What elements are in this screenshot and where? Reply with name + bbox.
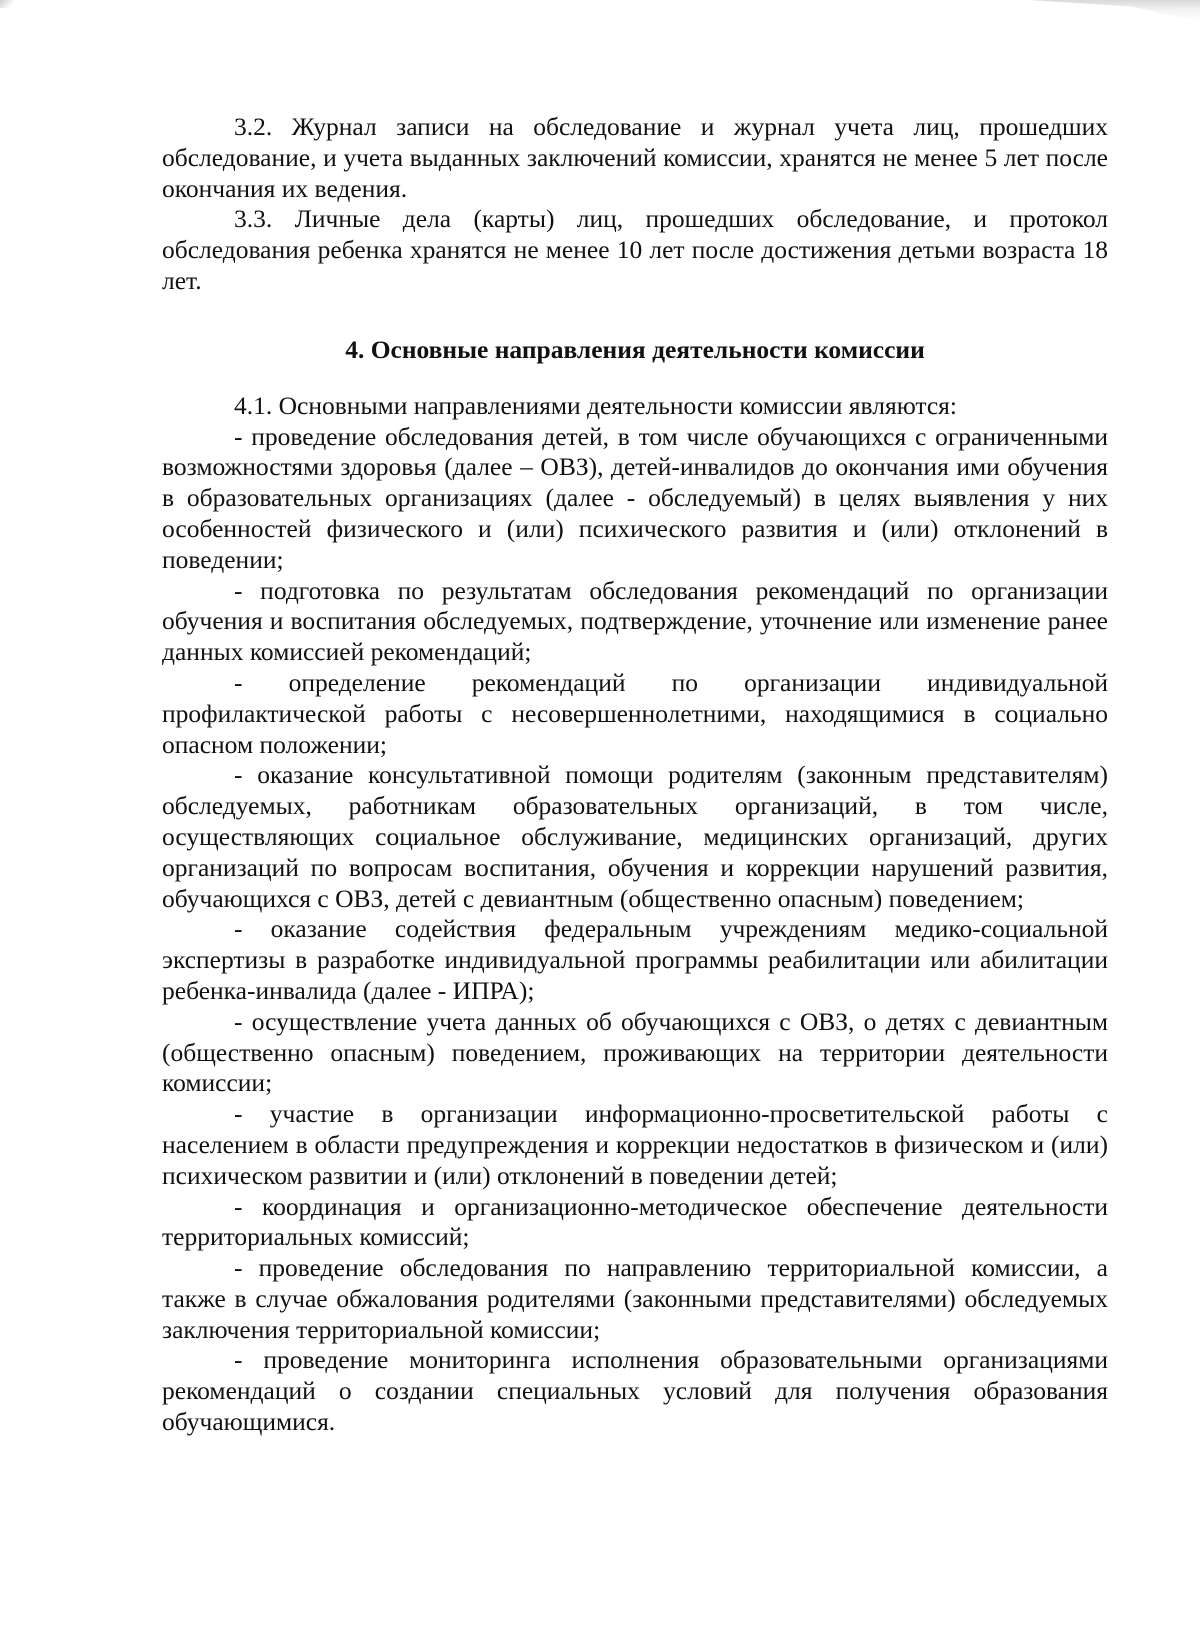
scan-edge-mark bbox=[1030, 0, 1200, 22]
document-page bbox=[162, 112, 1108, 1438]
list-item: - оказание консультативной помощи родителям (законным представителям) обследуемых, работникам образовательных организаций, в том числе, осуществляющих социальное обслуживание, медицинских организаций, других организаций по вопросам воспитания, обучения и коррекции нарушений развития, обучающихся с ОВЗ, детей с девиантным (общественно опасным) поведением; bbox=[162, 760, 1108, 913]
directions-list bbox=[162, 422, 1108, 1438]
list-item: - участие в организации информационно-просветительской работы с населением в области предупреждения и коррекции недостатков в физическом и (или) психическом развитии и (или) отклонений в поведении детей; bbox=[162, 1099, 1108, 1190]
list-item: - координация и организационно-методическое обеспечение деятельности территориальных комиссий; bbox=[162, 1191, 1108, 1252]
section-heading: 4. Основные направления деятельности комиссии bbox=[345, 334, 925, 364]
scan-edge-mark bbox=[0, 0, 14, 8]
paragraph-3-2: 3.2. Журнал записи на обследование и журнал учета лиц, прошедших обследование, и учета выданных заключений комиссии, хранятся не менее 5 лет после окончания их ведения. bbox=[162, 112, 1108, 203]
list-item: - определение рекомендаций по организации индивидуальной профилактической работы с несовершеннолетними, находящимися в социально опасном положении; bbox=[162, 667, 1108, 759]
list-item: - подготовка по результатам обследования рекомендаций по организации обучения и воспитания обследуемых, подтверждение, уточнение или изменение ранее данных комиссией рекомендаций; bbox=[162, 575, 1108, 667]
list-item: - проведение мониторинга исполнения образовательными организациями рекомендаций о создании специальных условий для получения образования обучающимися. bbox=[162, 1345, 1108, 1437]
paragraph-3-3: 3.3. Личные дела (карты) лиц, прошедших обследование, и протокол обследования ребенка хранятся не менее 10 лет после достижения детьми возраста 18 лет. bbox=[162, 204, 1108, 295]
list-item: - проведение обследования детей, в том числе обучающихся с ограниченными возможностями здоровья (далее – ОВЗ), детей-инвалидов до окончания ими обучения в образовательных организациях (далее - обследуемый) в целях выявления у них особенностей физического и (или) психического развития и (или) отклонений в поведении; bbox=[162, 421, 1108, 574]
list-item: - оказание содействия федеральным учреждениям медико-социальной экспертизы в разработке индивидуальной программы реабилитации или абилитации ребенка-инвалида (далее - ИПРА); bbox=[162, 914, 1108, 1005]
list-item: - осуществление учета данных об обучающихся с ОВЗ, о детях с девиантным (общественно опасным) поведением, проживающих на территории деятельности комиссии; bbox=[162, 1006, 1108, 1098]
paragraph-4-1: 4.1. Основными направлениями деятельности комиссии являются: bbox=[234, 390, 957, 420]
list-item: - проведение обследования по направлению территориальной комиссии, а также в случае обжалования родителями (законными представителями) обследуемых заключения территориальной комиссии; bbox=[162, 1253, 1108, 1344]
